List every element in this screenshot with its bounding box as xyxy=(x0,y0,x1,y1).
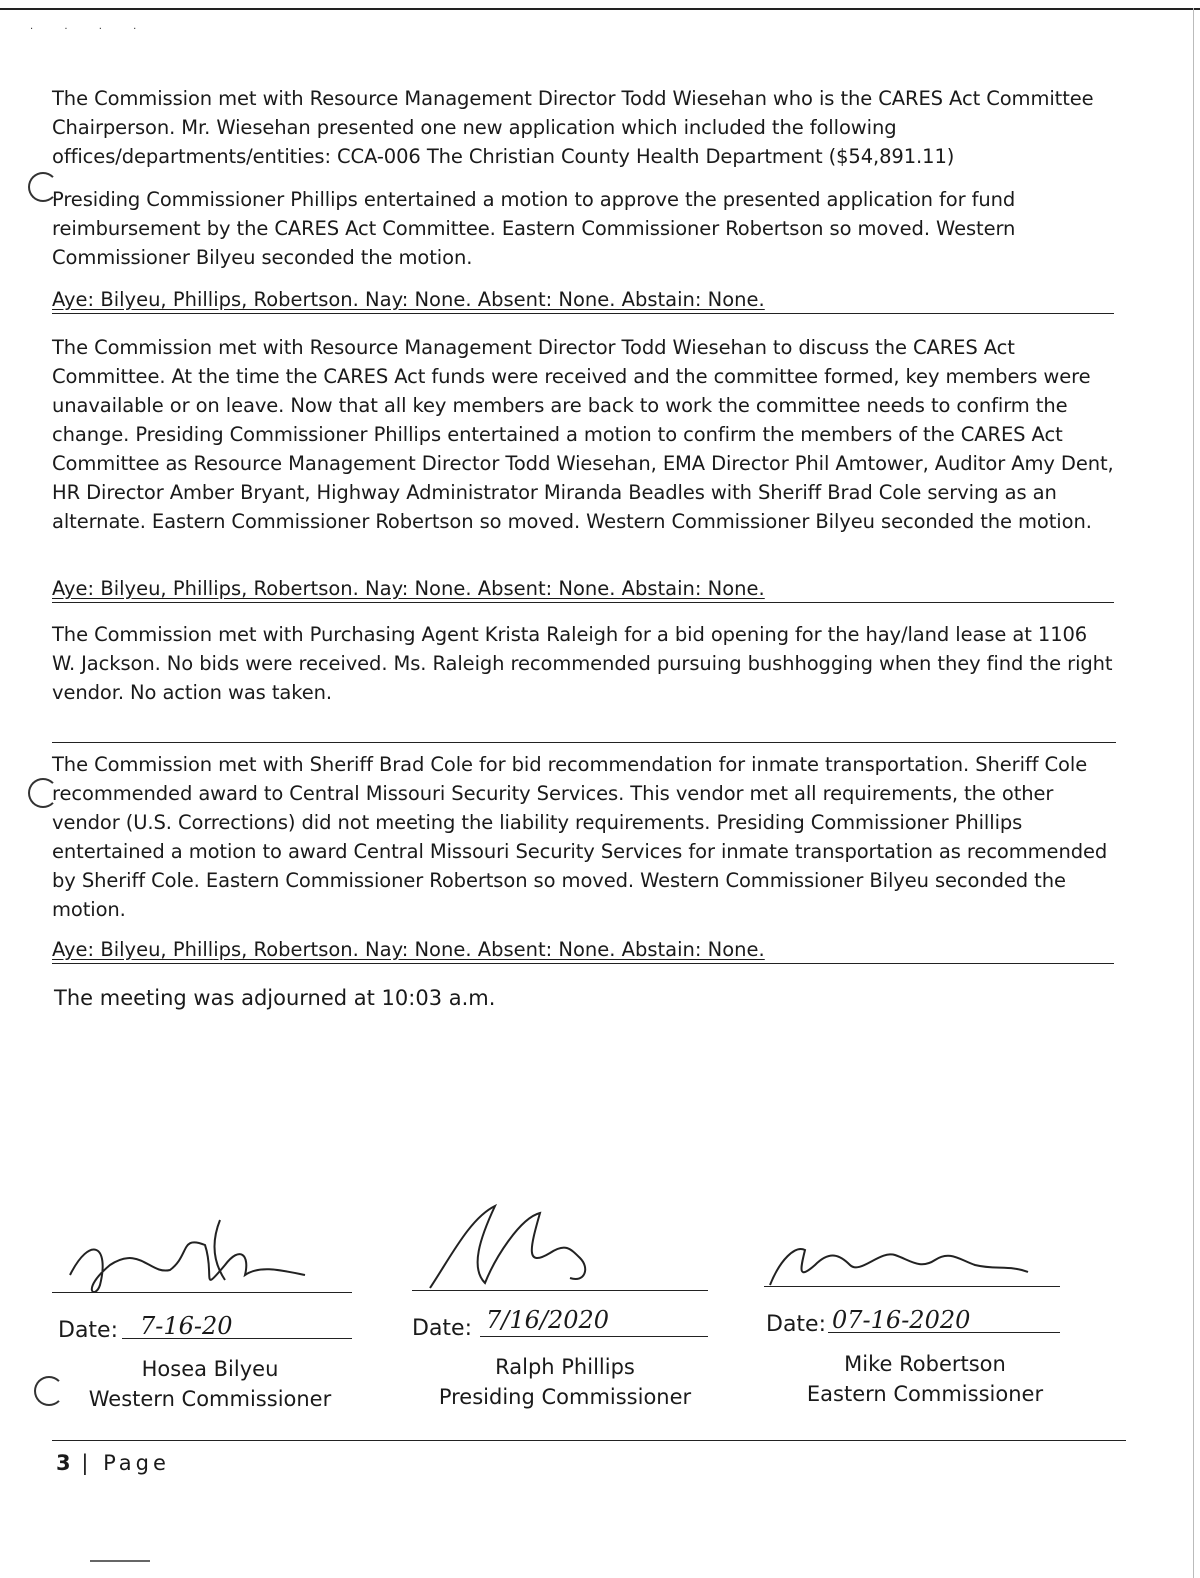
handwritten-date: 07-16-2020 xyxy=(832,1306,971,1334)
scan-specks: · · · · xyxy=(30,24,151,35)
signatory-name: Mike Robertson xyxy=(844,1352,1006,1376)
punch-hole xyxy=(34,1376,64,1406)
footer-rule xyxy=(52,1440,1126,1441)
signature-phillips xyxy=(410,1198,710,1298)
page-label: | Page xyxy=(81,1451,170,1475)
signatory-bilyeu xyxy=(70,1354,350,1414)
date-label: Date: xyxy=(412,1316,472,1341)
adjourn-statement: The meeting was adjourned at 10:03 a.m. xyxy=(54,986,496,1010)
scan-mark xyxy=(90,1560,150,1562)
right-border xyxy=(1193,8,1194,1578)
paragraph-motion-approve: Presiding Commissioner Phillips entertained a motion to approve the presented application for fund reimbursement by the CARES Act Committee. Eastern Commissioner Robertson so moved. Western Commissioner Bilyeu seconded the motion. xyxy=(52,188,1016,269)
date-label: Date: xyxy=(58,1318,118,1343)
signature-line xyxy=(764,1286,1060,1287)
date-line xyxy=(122,1338,352,1339)
date-line xyxy=(480,1336,708,1337)
signatory-robertson xyxy=(780,1349,1070,1409)
handwritten-date: 7/16/2020 xyxy=(486,1306,610,1334)
signatory-title: Presiding Commissioner xyxy=(438,1385,692,1409)
signature-robertson xyxy=(760,1230,1060,1290)
date-line xyxy=(828,1332,1060,1333)
page-footer xyxy=(56,1451,170,1475)
paragraph-inmate-transport: The Commission met with Sheriff Brad Cole for bid recommendation for inmate transportation. Sheriff Cole recommended award to Central Missouri Security Services. This vendor met all requirements, the other vendor (U.S. Corrections) did not meeting the liability requirements. Presiding Commissioner Phillips entertained a motion to award Central Missouri Security Services for inmate transportation as recommended by Sheriff Cole. Eastern Commissioner Robertson so moved. Western Commissioner Bilyeu seconded the motion. xyxy=(52,753,1108,921)
vote-record-2 xyxy=(52,577,1114,603)
signatory-name: Ralph Phillips xyxy=(495,1355,635,1379)
signature-line xyxy=(412,1290,708,1291)
signatory-title: Western Commissioner xyxy=(88,1387,332,1411)
signature-line xyxy=(52,1292,352,1293)
paragraph-committee-members: The Commission met with Resource Management Director Todd Wiesehan to discuss the CARES Act Committee. At the time the CARES Act funds were received and the committee formed, key members were unavailable or on leave. Now that all key members are back to work the committee needs to confirm the change. Presiding Commissioner Phillips entertained a motion to confirm the members of the CARES Act Committee as Resource Management Director Todd Wiesehan, EMA Director Phil Amtower, Auditor Amy Dent, HR Director Amber Bryant, Highway Administrator Miranda Beadles with Sheriff Brad Cole serving as an alternate. Eastern Commissioner Robertson so moved. Western Commissioner Bilyeu seconded the motion. xyxy=(52,336,1114,533)
signatory-phillips xyxy=(420,1352,710,1412)
handwritten-date: 7-16-20 xyxy=(140,1312,233,1340)
vote-text: Aye: Bilyeu, Phillips, Robertson. Nay: None. Absent: None. Abstain: None. xyxy=(52,288,765,311)
signatory-title: Eastern Commissioner xyxy=(806,1382,1044,1406)
top-border xyxy=(0,8,1200,10)
page-number: 3 xyxy=(56,1451,71,1475)
vote-text: Aye: Bilyeu, Phillips, Robertson. Nay: None. Absent: None. Abstain: None. xyxy=(52,577,765,600)
signatory-name: Hosea Bilyeu xyxy=(141,1357,279,1381)
vote-record-1 xyxy=(52,288,1114,314)
date-label: Date: xyxy=(766,1312,826,1337)
separator-rule xyxy=(52,742,1116,743)
vote-text: Aye: Bilyeu, Phillips, Robertson. Nay: None. Absent: None. Abstain: None. xyxy=(52,938,765,961)
paragraph-cares-application: The Commission met with Resource Management Director Todd Wiesehan who is the CARES Act Committee Chairperson. Mr. Wiesehan presented one new application which included the following offices/departments/entities: CCA-006 The Christian County Health Department ($54,891.11) xyxy=(52,87,1094,168)
vote-record-3 xyxy=(52,938,1114,964)
paragraph-bid-opening: The Commission met with Purchasing Agent Krista Raleigh for a bid opening for the hay/land lease at 1106 W. Jackson. No bids were received. Ms. Raleigh recommended pursuing bushhogging when they find the right vendor. No action was taken. xyxy=(52,623,1113,704)
